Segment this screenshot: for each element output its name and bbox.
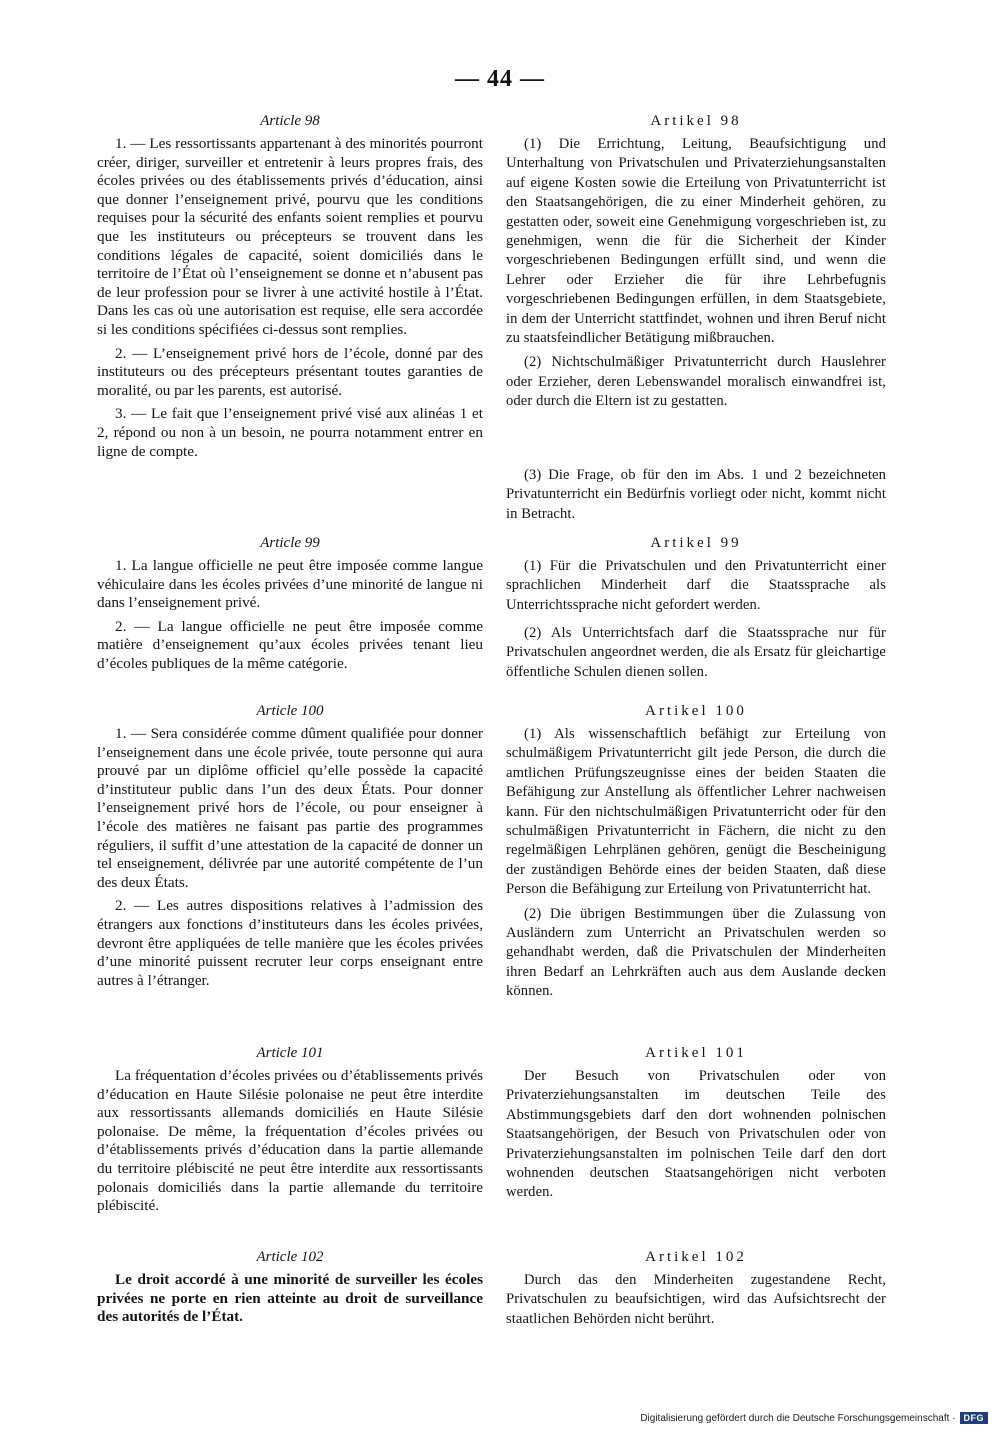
page-number: — 44 — (455, 66, 545, 92)
article-99-de (506, 534, 886, 620)
article-title: Artikel 100 (645, 703, 747, 719)
article-title: Artikel 98 (650, 113, 742, 129)
paragraph: (3) Die Frage, ob für den im Abs. 1 und 2 bezeichneten Privatunterricht ein Bedürfnis vorliegt oder nicht, kommt nicht in Betracht. (506, 467, 886, 522)
paragraph: 1. — Les ressortissants appartenant à des minorités pourront créer, diriger, surveiller et entretenir à leurs propres frais, des écoles privées ou des établissements privés d’éducation, ainsi que donner l’enseignement privé, pourvu que les conditions requises pour la sécurité des enfants soient remplies et pourvu que les instituteurs ou précepteurs se trouvent dans les conditions légales de capacité, soient domiciliés dans le territoire de l’État où l’enseignement se donne et n’abusent pas de leur profession pour se livrer à une activité hostile à l’État. Dans les cas où une autorisation est requise, elle sera accordée si les conditions spécifiées ci-dessus sont remplies. (97, 135, 483, 338)
article-title: Artikel 101 (645, 1045, 747, 1061)
article-102-de (506, 1248, 886, 1334)
article-98-fr (97, 112, 483, 466)
article-101-de (506, 1044, 886, 1208)
article-title: Article 101 (256, 1045, 324, 1061)
article-title: Article 102 (256, 1249, 324, 1265)
article-102-fr (97, 1248, 483, 1332)
footer-credit: Digitalisierung gefördert durch die Deutsche Forschungsgemeinschaft · (640, 1412, 956, 1424)
article-98-de (506, 112, 886, 417)
paragraph: 1. — Sera considérée comme dûment qualifiée pour donner l’enseignement dans une école privée, toute personne qui aura prouvé par un diplôme officiel qu’elle possède la capacité d’instituteur public dans l’un des deux États. Pour donner l’enseignement privé hors de l’école, ou pour enseigner à l’école des matières ne faisant pas partie des programmes réguliers, il suffit d’une attestation de la capacité de donner un tel enseignement, délivrée par une autorité compétente de l’un des deux États. (97, 725, 483, 891)
paragraph: Le droit accordé à une minorité de surveiller les écoles privées ne porte en rien atteinte au droit de surveillance des autorités de l’État. (97, 1271, 483, 1326)
paragraph: (2) Die übrigen Bestimmungen über die Zulassung von Ausländern zum Unterricht an Privatschulen werden so gehandhabt werden, daß die Privatschulen der Minderheiten ihren Bedarf an Lehrkräften auch aus dem Auslande decken können. (506, 905, 886, 1000)
article-100-fr (97, 702, 483, 995)
paragraph: Durch das den Minderheiten zugestandene Recht, Privatschulen zu beaufsichtigen, wird das Aufsichtsrecht der staatlichen Behörden nicht berührt. (506, 1272, 886, 1327)
article-title: Article 100 (256, 703, 324, 719)
paragraph: (1) Für die Privatschulen und den Privatunterricht einer sprachlichen Minderheit darf die Staatssprache als Unterrichtssprache nicht gefordert werden. (506, 558, 886, 613)
paragraph: La fréquentation d’écoles privées ou d’établissements privés d’éducation en Haute Silésie polonaise ne peut être interdite aux ressortissants allemands domiciliés en Haute Silésie polonaise. De même, la fréquentation d’écoles privées ou d’établissements privés d’éducation dans la partie allemande du territoire plébiscité ne peut être interdite aux ressortissants polonais domiciliés dans la partie allemande du territoire plébiscité. (97, 1067, 483, 1215)
article-title: Article 98 (260, 113, 320, 129)
article-98-de-para3 (506, 466, 886, 529)
article-99-de-para2 (506, 624, 886, 687)
paragraph: 3. — Le fait que l’enseignement privé visé aux alinéas 1 et 2, répond ou non à un besoin, ne pourra notamment entrer en ligne de compte. (97, 405, 483, 460)
article-title: Artikel 99 (650, 535, 742, 551)
article-title: Article 99 (260, 535, 320, 551)
paragraph: 2. — La langue officielle ne peut être imposée comme matière d’enseignement qu’aux écoles privées tenant lieu d’écoles publiques de la même catégorie. (97, 617, 483, 672)
article-99-fr (97, 534, 483, 679)
dfg-logo: DFG (960, 1412, 989, 1424)
paragraph: (2) Nichtschulmäßiger Privatunterricht durch Hauslehrer oder Erzieher, deren Lebenswandel moralisch einwandfrei ist, oder durch die Eltern ist zu gestatten. (506, 354, 886, 410)
paragraph: (1) Als wissenschaftlich befähigt zur Erteilung von schulmäßigem Privatunterricht gilt jede Person, die durch die amtlichen Prüfungszeugnisse eines der beiden Staaten die Befähigung zur Anstellung als öffentlicher Lehrer nachweisen kann. Für den nichtschulmäßigen Privatunterricht oder für den schulmäßigen Privatunterricht in Fächern, die nicht zu den regelmäßigen Lehrplänen gehören, genügt die Bescheinigung der zuständigen Behörde eines der beiden Staaten, daß diese Person die Befähigung zur Erteilung von Privatunterricht hat. (506, 726, 886, 898)
article-101-fr (97, 1044, 483, 1221)
paragraph: Der Besuch von Privatschulen oder von Privaterziehungsanstalten im deutschen Teile des Abstimmungsgebiets darf den dort wohnenden polnischen Staatsangehörigen, der Besuch von Privatschulen oder von Privaterziehungsanstalten im polnischen Teile darf den dort wohnenden deutschen Staatsangehörigen nicht verboten werden. (506, 1068, 886, 1201)
article-title: Artikel 102 (645, 1249, 747, 1265)
paragraph: 2. — L’enseignement privé hors de l’école, donné par des instituteurs ou des précepteurs présentant toutes garanties de moralité, ou par les parents, est autorisé. (97, 344, 483, 399)
paragraph: (1) Die Errichtung, Leitung, Beaufsichtigung und Unterhaltung von Privatschulen und Privaterziehungsanstalten auf eigene Kosten sowie die Erteilung von Privatunterricht ist den Staatsangehörigen, die zu einer Minderheit gehören, zu gestatten oder, soweit eine Genehmigung vorgeschrieben ist, zu genehmigen, wenn die für die Sicherheit der Kinder vorgeschriebenen Bedingungen erfüllt sind, und wenn die Lehrer oder Erzieher die für ihre Lehrbefugnis vorgeschriebenen Bedingungen erfüllen, in dem Staatsgebiete, in dem der Unterricht stattfindet, wohnen und ihren Beruf nicht zu staatsfeindlicher Betätigung mißbrauchen. (506, 136, 886, 347)
paragraph: 1. La langue officielle ne peut être imposée comme langue véhiculaire dans les écoles privées d’une minorité de langue ni dans l’enseignement privé. (97, 557, 483, 612)
paragraph: (2) Als Unterrichtsfach darf die Staatssprache nur für Privatschulen angeordnet werden, die als Ersatz für gleichartige öffentliche Schulen dienen sollen. (506, 625, 886, 680)
article-100-de (506, 702, 886, 1007)
footer (640, 1412, 988, 1424)
paragraph: 2. — Les autres dispositions relatives à l’admission des étrangers aux fonctions d’instituteurs dans les écoles privées, devront être appliquées de telle manière que les écoles privées d’une minorité puissent recruter leur corps enseignant entre autres à l’étranger. (97, 897, 483, 989)
